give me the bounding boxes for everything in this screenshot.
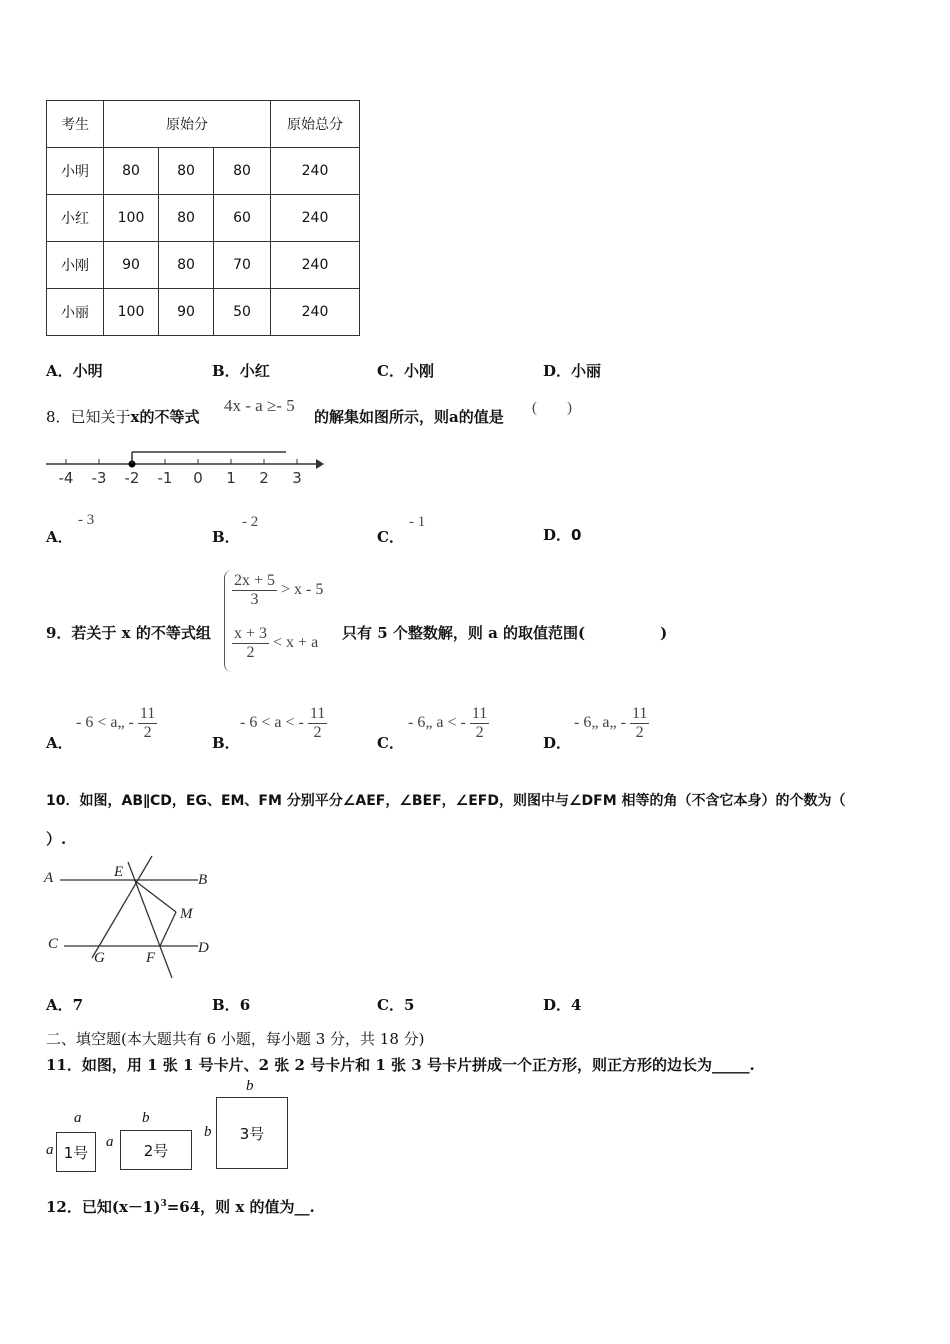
table-row: 小明 80 80 80 240: [47, 148, 360, 195]
label-F: F: [146, 950, 156, 966]
q8-option-d[interactable]: D．0: [543, 526, 582, 544]
tick-label: -1: [157, 469, 173, 487]
tick-label: -4: [58, 469, 74, 487]
q12-stem: 12．已知$(x-1)^3=64$，则 x 的值为__.: [46, 1198, 315, 1216]
q9-option-a[interactable]: A．: [46, 734, 73, 752]
card-3: 3号: [216, 1097, 288, 1169]
q9-stem: 9．若关于 x 的不等式组: [46, 624, 211, 642]
score-table: [46, 100, 360, 336]
label-M: M: [180, 906, 193, 922]
tick-label: 2: [259, 469, 269, 487]
q8-stem-2: 的解集如图所示，则a的值是: [314, 408, 504, 426]
table-row: 小红 100 80 60 240: [47, 195, 360, 242]
card-1: 1号: [56, 1132, 96, 1172]
q8-inequality: 4x - a ≥- 5: [224, 396, 295, 415]
table-header: 考生: [47, 101, 104, 148]
q7-option-a[interactable]: A．小明: [46, 362, 103, 380]
label-E: E: [114, 864, 124, 880]
q10-option-c[interactable]: C．5: [377, 996, 415, 1014]
table-header: 原始分: [104, 101, 271, 148]
tick-label: 3: [292, 469, 302, 487]
q10-stem: 10．如图，AB∥CD，EG、EM、FM 分别平分∠AEF，∠BEF，∠EFD，则图中与∠DFM 相等的角（不含它本身）的个数为（: [46, 793, 846, 809]
q8-stem: 8．已知关于x的不等式: [46, 408, 200, 426]
q8-option-c[interactable]: C．: [377, 528, 404, 546]
q9-option-c[interactable]: C．: [377, 734, 404, 752]
q10-option-a[interactable]: A．7: [46, 996, 84, 1014]
table-header: 原始总分: [271, 101, 360, 148]
label-A: A: [44, 870, 54, 886]
tick-label: 1: [226, 469, 236, 487]
table-row: 小丽 100 90 50 240: [47, 289, 360, 336]
q9-inequality-1: $\frac{2x + 5}{3}$ > x - 5: [234, 572, 324, 608]
q9-option-d[interactable]: D．: [543, 734, 572, 752]
q7-option-d[interactable]: D．小丽: [543, 362, 602, 380]
table-row: 小刚 90 80 70 240: [47, 242, 360, 289]
number-line: [40, 446, 330, 492]
q7-option-b[interactable]: B．小红: [212, 362, 270, 380]
tick-label: -2: [124, 469, 140, 487]
q8-paren: ( ): [532, 400, 572, 416]
tick-label: -3: [91, 469, 107, 487]
q10-stem-2: ）.: [46, 830, 67, 848]
q9-stem-2: 只有 5 个整数解，则 a 的取值范围( ): [342, 624, 668, 642]
q8-option-a[interactable]: A．: [46, 528, 73, 546]
q10-option-d[interactable]: D．4: [543, 996, 582, 1014]
q11-stem: 11．如图，用 1 张 1 号卡片、2 张 2 号卡片和 1 张 3 号卡片拼成一个正方形，则正方形的边长为_____.: [46, 1056, 755, 1074]
q7-option-c[interactable]: C．小刚: [377, 362, 434, 380]
label-D: D: [198, 940, 209, 956]
q10-option-b[interactable]: B．6: [212, 996, 251, 1014]
q8-option-b[interactable]: B．: [212, 528, 240, 546]
label-C: C: [48, 936, 59, 952]
q9-option-b[interactable]: B．: [212, 734, 240, 752]
label-G: G: [94, 950, 105, 966]
label-B: B: [198, 872, 208, 888]
q9-inequality-2: $\frac{x + 3}{2}$ < x + a: [234, 625, 319, 661]
parallel-lines-figure: [40, 852, 230, 988]
section-heading: 二、填空题(本大题共有 6 小题，每小题 3 分，共 18 分): [46, 1030, 425, 1048]
card-2: 2号: [120, 1130, 192, 1170]
tick-label: 0: [193, 469, 203, 487]
